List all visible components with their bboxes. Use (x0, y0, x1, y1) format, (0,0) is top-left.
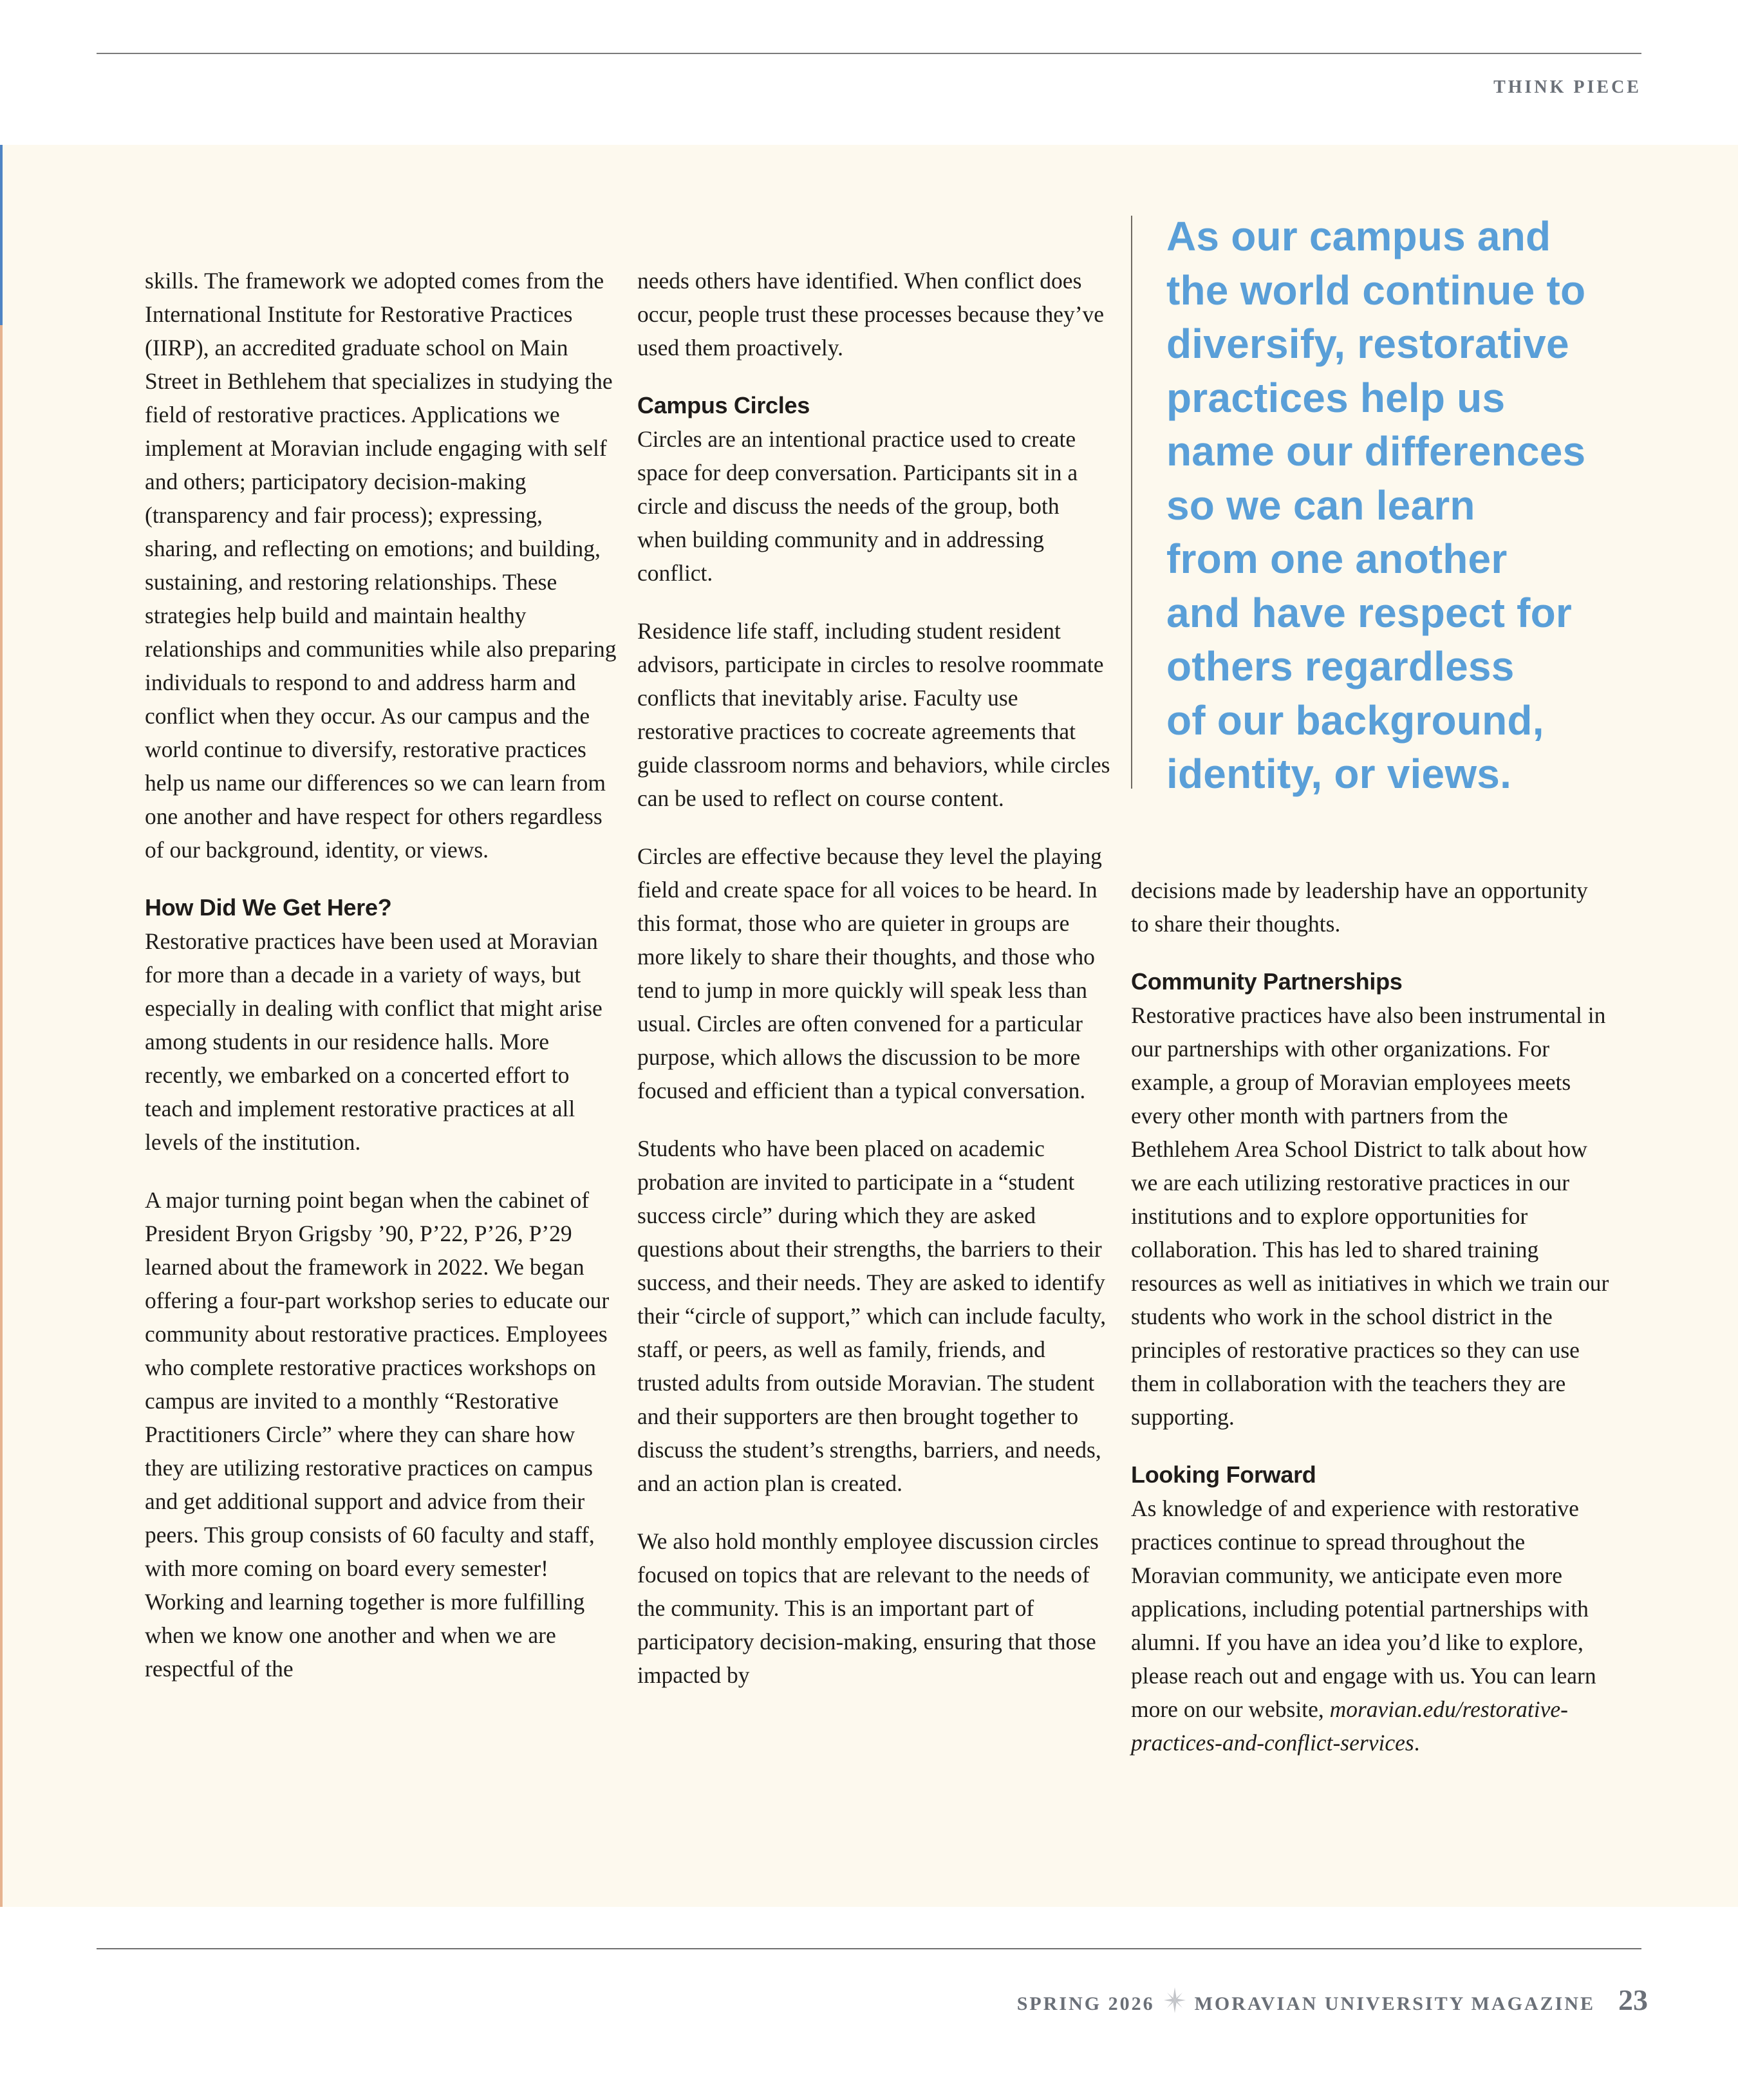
subheading-how-did-we-get-here: How Did We Get Here? (145, 894, 392, 921)
pull-quote-line: name our differences (1166, 428, 1586, 474)
header-rule (97, 53, 1641, 54)
article-column-2 (637, 264, 1110, 1716)
page-footer (1017, 1983, 1648, 2017)
pull-quote-line: the world continue to (1166, 267, 1586, 314)
closing-period: . (1414, 1730, 1420, 1756)
pull-quote (1166, 210, 1617, 802)
article-column-1 (145, 264, 618, 1710)
pull-quote-line: identity, or views. (1166, 751, 1512, 797)
paragraph: decisions made by leadership have an opportunity to share their thoughts. (1131, 877, 1588, 937)
paragraph: needs others have identified. When conflict does occur, people trust these processes because they’ve used them proactively. (637, 268, 1105, 361)
footer-rule (97, 1948, 1641, 1949)
article-column-3 (1131, 874, 1611, 1784)
closing-text: As knowledge of and experience with restorative practices continue to spread throughout the Moravian community, we anticipate even more applications, including potential partnerships with alumni. If you have an idea you’d like to explore, please reach out and engage with us. You can learn more on our website, (1131, 1495, 1596, 1722)
paragraph: Circles are effective because they level the playing field and create space for all voices to be heard. In this format, those who are quieter in groups are more likely to share their thoughts, and those who tend to jump in more quickly will speak less than usual. Circles are often convened for a particular purpose, which allows the discussion to be more focused and efficient than a typical conversation. (637, 843, 1102, 1103)
paragraph-closing (1131, 1492, 1611, 1759)
pull-quote-line: others regardless (1166, 643, 1515, 689)
pull-quote-line: from one another (1166, 536, 1508, 582)
paragraph: Circles are an intentional practice used to create space for deep conversation. Participants sit in a circle and discuss the needs of the group, both when building community and in addressing conflict. (637, 426, 1078, 586)
subheading-looking-forward: Looking Forward (1131, 1461, 1316, 1488)
page-number: 23 (1618, 1983, 1648, 2016)
pull-quote-line: practices help us (1166, 374, 1506, 421)
magazine-title: MORAVIAN UNIVERSITY MAGAZINE (1194, 1993, 1595, 2014)
paragraph: We also hold monthly employee discussion circles focused on topics that are relevant to the needs of the community. This is an important part of participatory decision-making, ensuring that those impacted by (637, 1528, 1099, 1688)
pull-quote-line: and have respect for (1166, 589, 1572, 636)
paragraph: Residence life staff, including student resident advisors, participate in circles to resolve roommate conflicts that inevitably arise. Faculty use restorative practices to cocreate agreements that guide classroom norms and behaviors, while circles can be used to reflect on course content. (637, 618, 1110, 811)
paragraph: skills. The framework we adopted comes from the International Institute for Restorative Practices (IIRP), an accredited graduate school on Main Street in Bethlehem that specializes in studying the field of restorative practices. Applications we implement at Moravian include engaging with self and others; participatory decision-making (transparency and fair process); expressing, sharing, and reflecting on emotions; and building, sustaining, and restoring relationships. These strategies help build and maintain healthy relationships and communities while also preparing individuals to respond to and address harm and conflict when they occur. As our campus and the world continue to diversify, restorative practices help us name our differences so we can learn from one another and have respect for others regardless of our background, identity, or views. (145, 268, 617, 863)
paragraph: A major turning point began when the cabinet of President Bryon Grigsby ’90, P’22, P’26, P’29 learned about the framework in 2022. We began offering a four-part workshop series to educate our community about restorative practices. Employees who complete restorative practices workshops on campus are invited to a monthly “Restorative Practitioners Circle” where they can share how they are utilizing restorative practices on campus and get additional support and advice from their peers. This group consists of 60 faculty and staff, with more coming on board every semester! Working and learning together is more fulfilling when we know one another and when we are respectful of the (145, 1187, 610, 1682)
pull-quote-line: so we can learn (1166, 482, 1475, 529)
subheading-community-partnerships: Community Partnerships (1131, 968, 1403, 995)
website-link[interactable]: moravian.edu/restorative-practices-and-conflict-services (1131, 1696, 1568, 1756)
issue-label: SPRING 2026 (1016, 1993, 1155, 2014)
paragraph: Restorative practices have been used at Moravian for more than a decade in a variety of ways, but especially in dealing with conflict that might arise among students in our residence halls. More recently, we embarked on a concerted effort to teach and implement restorative practices at all levels of the institution. (145, 928, 603, 1155)
moravian-star-icon (1164, 1987, 1186, 2013)
section-label: THINK PIECE (1493, 77, 1641, 97)
adjacent-page-edge (0, 145, 3, 1907)
subheading-campus-circles: Campus Circles (637, 392, 810, 418)
paragraph: Students who have been placed on academic probation are invited to participate in a “student success circle” during which they are asked questions about their strengths, the barriers to their success, and their needs. They are asked to identify their “circle of support,” which can include faculty, staff, or peers, as well as family, friends, and trusted adults from outside Moravian. The student and their supporters are then brought together to discuss the student’s strengths, barriers, and needs, and an action plan is created. (637, 1136, 1107, 1496)
pull-quote-line: As our campus and (1166, 213, 1551, 259)
pull-quote-line: of our background, (1166, 697, 1544, 744)
pull-quote-line: diversify, restorative (1166, 321, 1569, 367)
paragraph: Restorative practices have also been instrumental in our partnerships with other organizations. For example, a group of Moravian employees meets every other month with partners from the Bethlehem Area School District to talk about how we are each utilizing restorative practices in our institutions and to explore opportunities for collaboration. This has led to shared training resources as well as initiatives in which we train our students who work in the school district in the principles of restorative practices so they can use them in collaboration with the teachers they are supporting. (1131, 1002, 1609, 1430)
pull-quote-rule (1131, 216, 1132, 789)
